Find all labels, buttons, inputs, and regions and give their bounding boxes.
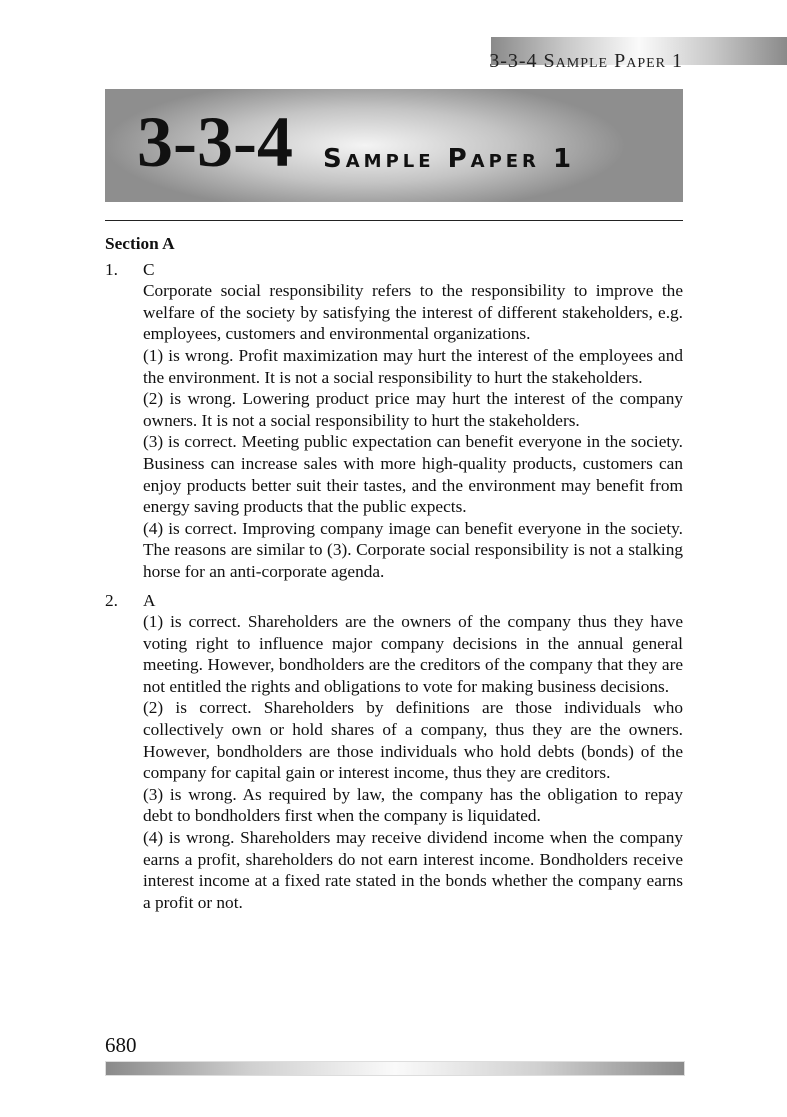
chapter-banner (105, 89, 683, 202)
paragraph: (1) is wrong. Profit maximization may hurt the interest of the employees and the environment. It is not a social responsibility to hurt the stakeholders. (143, 345, 683, 387)
page-number: 680 (105, 1033, 137, 1057)
paragraph: (3) is wrong. As required by law, the company has the obligation to repay debt to bondholders first when the company is liquidated. (143, 784, 683, 826)
paragraph: (3) is correct. Meeting public expectation can benefit everyone in the society. Business can increase sales with more high-quality products, customers can enjoy products better suit their tastes, and the environment may benefit from energy saving products that the public expects. (143, 432, 683, 517)
paragraph: (2) is correct. Shareholders by definitions are those individuals who collectively own or hold shares of a company, thus they are the owners. However, bondholders are those individuals who hold debts (bonds) of the company for capital gain or interest income, thus they are creditors. (143, 698, 683, 783)
divider (105, 220, 683, 221)
item-number: 1. (105, 259, 118, 279)
paragraph: Corporate social responsibility refers to the responsibility to improve the welfare of the society by satisfying the interest of different stakeholders, e.g. employees, customers and environmental organizations. (143, 281, 683, 344)
paragraph: (4) is correct. Improving company image can benefit everyone in the society. The reasons are similar to (3). Corporate social responsibility is not a stalking horse for an anti-corporate agenda. (143, 518, 683, 581)
footer-gradient-bar (105, 1061, 685, 1076)
item-answer: A (143, 590, 156, 610)
paragraph: (1) is correct. Shareholders are the owners of the company thus they have voting right to influence major company decisions in the annual general meeting. However, bondholders are the creditors of the company that they are not entitled the rights and obligations to vote for making business decisions. (143, 612, 683, 696)
running-header: 3-3-4 Sample Paper 1 (489, 50, 683, 72)
answers-content (105, 233, 683, 913)
answer-item-1 (105, 259, 683, 583)
chapter-number: 3-3-4 (137, 102, 293, 182)
chapter-title: Sample Paper 1 (323, 144, 576, 174)
paragraph: (4) is wrong. Shareholders may receive dividend income when the company earns a profit, shareholders do not earn interest income. Bondholders receive interest income at a fixed rate stated in the bonds whether the company earns a profit or not. (143, 828, 683, 912)
paragraph: (2) is wrong. Lowering product price may hurt the interest of the company owners. It is not a social responsibility to hurt the stakeholders. (143, 389, 683, 430)
item-number: 2. (105, 590, 118, 610)
section-heading: Section A (105, 234, 175, 253)
item-answer: C (143, 259, 155, 279)
answer-item-2 (105, 590, 683, 914)
